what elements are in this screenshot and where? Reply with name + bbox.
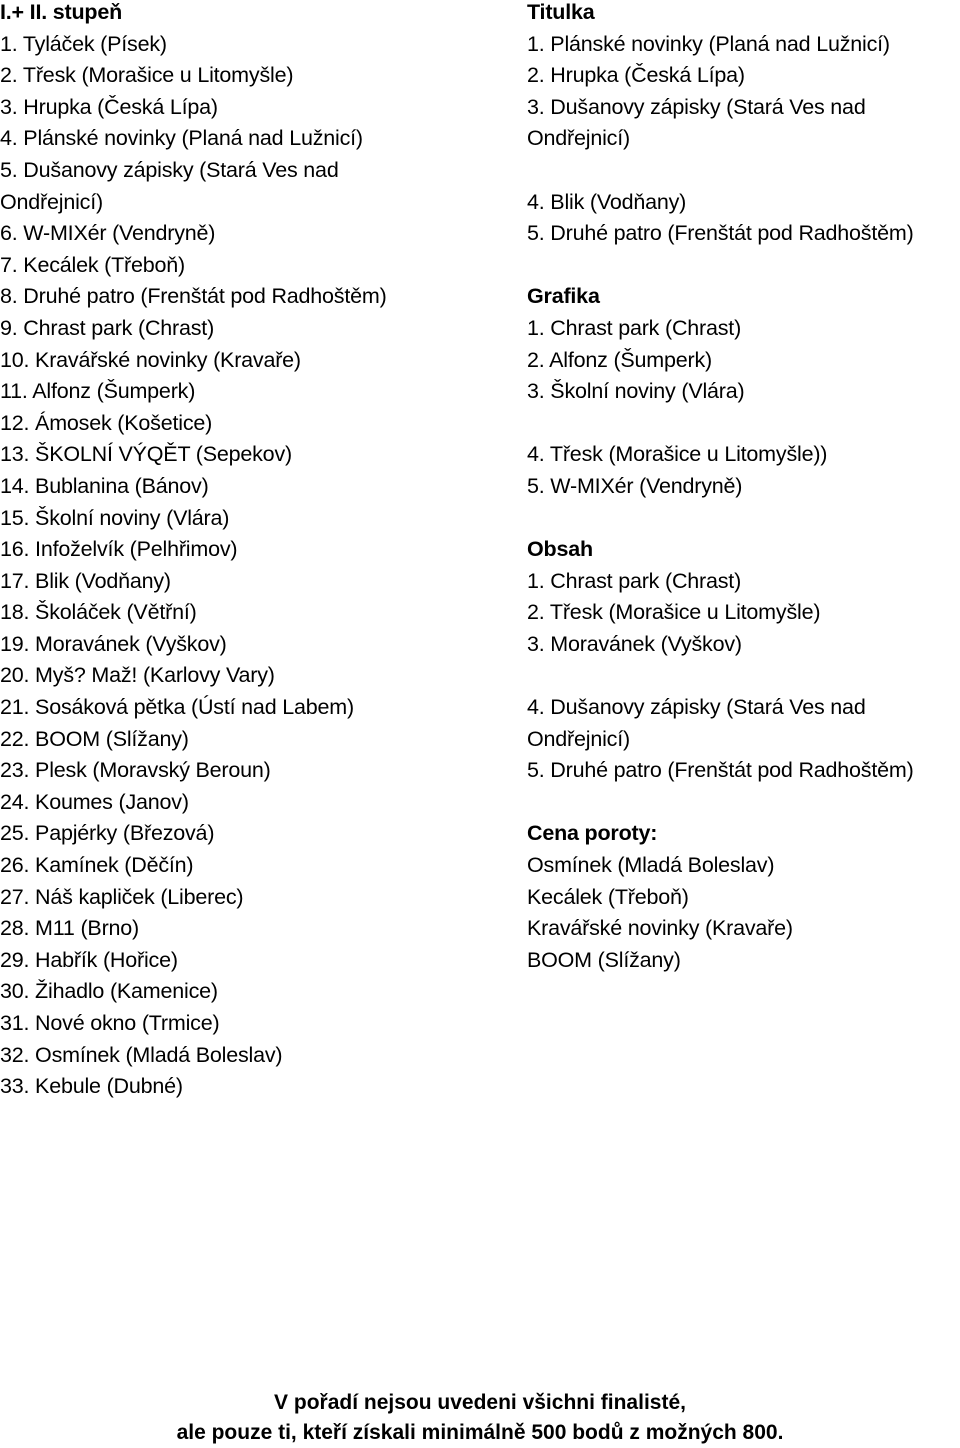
list-item: 24. Koumes (Janov) bbox=[0, 789, 189, 814]
list-item: 2. Třesk (Morašice u Litomyšle) bbox=[0, 63, 294, 88]
list-item: Ondřejnicí) bbox=[527, 726, 630, 751]
list-item: Kecálek (Třeboň) bbox=[527, 884, 689, 909]
list-item: 11. Alfonz (Šumperk) bbox=[0, 379, 196, 404]
spacer bbox=[527, 411, 960, 443]
list-item: 18. Školáček (Větřní) bbox=[0, 600, 197, 625]
spacer bbox=[527, 253, 960, 285]
list-item: 17. Blik (Vodňany) bbox=[0, 568, 171, 593]
list-item: 21. Sosáková pětka (Ústí nad Labem) bbox=[0, 695, 354, 720]
list-item: 7. Kecálek (Třeboň) bbox=[0, 252, 186, 277]
list-item: 30. Žihadlo (Kamenice) bbox=[0, 979, 218, 1004]
list-item: 5. Dušanovy zápisky (Stará Ves nad bbox=[0, 157, 339, 182]
list-item: 4. Třesk (Morašice u Litomyšle)) bbox=[527, 442, 828, 467]
list-item: 25. Papjérky (Březová) bbox=[0, 821, 215, 846]
list-item: 4. Plánské novinky (Planá nad Lužnicí) bbox=[0, 126, 363, 151]
list-item: 1. Chrast park (Chrast) bbox=[527, 315, 742, 340]
grafika-heading: Grafika bbox=[527, 284, 600, 309]
spacer bbox=[527, 158, 960, 190]
list-item: 9. Chrast park (Chrast) bbox=[0, 315, 215, 340]
list-item: 1. Plánské novinky (Planá nad Lužnicí) bbox=[527, 31, 890, 56]
list-item: 23. Plesk (Moravský Beroun) bbox=[0, 758, 271, 783]
list-item: 29. Habřík (Hořice) bbox=[0, 947, 178, 972]
list-item: 2. Hrupka (Česká Lípa) bbox=[527, 63, 745, 88]
left-column bbox=[0, 0, 500, 1106]
obsah-heading: Obsah bbox=[527, 537, 593, 562]
list-item: 5. Druhé patro (Frenštát pod Radhoštěm) bbox=[527, 221, 914, 246]
list-item: 3. Dušanovy zápisky (Stará Ves nad bbox=[527, 94, 866, 119]
list-item: 20. Myš? Maž! (Karlovy Vary) bbox=[0, 663, 275, 688]
list-item: BOOM (Slížany) bbox=[527, 947, 681, 972]
list-item: 33. Kebule (Dubné) bbox=[0, 1074, 183, 1099]
list-item: Ondřejnicí) bbox=[527, 126, 630, 151]
list-item: 4. Dušanovy zápisky (Stará Ves nad bbox=[527, 695, 866, 720]
list-item: 3. Hrupka (Česká Lípa) bbox=[0, 94, 218, 119]
list-item: 3. Školní noviny (Vlára) bbox=[527, 379, 745, 404]
list-item: 12. Ámosek (Košetice) bbox=[0, 410, 213, 435]
list-item: 6. W-MIXér (Vendryně) bbox=[0, 221, 216, 246]
list-item: 1. Chrast park (Chrast) bbox=[527, 568, 742, 593]
list-item: 28. M11 (Brno) bbox=[0, 916, 139, 941]
list-item: Kravářské novinky (Kravaře) bbox=[527, 916, 793, 941]
list-item: 1. Tyláček (Písek) bbox=[0, 31, 167, 56]
spacer bbox=[527, 506, 960, 538]
right-column bbox=[527, 0, 960, 979]
footer-line-1: V pořadí nejsou uvedeni všichni finalisté, bbox=[274, 1391, 686, 1414]
list-item: 2. Třesk (Morašice u Litomyšle) bbox=[527, 600, 821, 625]
list-item: 27. Náš kapliček (Liberec) bbox=[0, 884, 244, 909]
list-item: Osmínek (Mladá Boleslav) bbox=[527, 853, 775, 878]
footer-line-2: ale pouze ti, kteří získali minimálně 500 bodů z možných 800. bbox=[176, 1421, 784, 1444]
titulka-heading: Titulka bbox=[527, 0, 595, 24]
list-item: 15. Školní noviny (Vlára) bbox=[0, 505, 230, 530]
list-item: 32. Osmínek (Mladá Boleslav) bbox=[0, 1042, 283, 1067]
left-heading: I.+ II. stupeň bbox=[0, 0, 123, 24]
list-item: 5. W-MIXér (Vendryně) bbox=[527, 473, 743, 498]
list-item: 5. Druhé patro (Frenštát pod Radhoštěm) bbox=[527, 758, 914, 783]
list-item: 26. Kamínek (Děčín) bbox=[0, 853, 194, 878]
footer-note bbox=[0, 1388, 960, 1448]
list-item: 14. Bublanina (Bánov) bbox=[0, 473, 209, 498]
list-item: 8. Druhé patro (Frenštát pod Radhoštěm) bbox=[0, 284, 387, 309]
list-item: 22. BOOM (Slížany) bbox=[0, 726, 189, 751]
cena-heading: Cena poroty: bbox=[527, 821, 658, 846]
list-item: 16. Infoželvík (Pelhřimov) bbox=[0, 537, 238, 562]
list-item: 31. Nové okno (Trmice) bbox=[0, 1011, 220, 1035]
list-item: Ondřejnicí) bbox=[0, 189, 103, 214]
spacer bbox=[527, 790, 960, 822]
list-item: 4. Blik (Vodňany) bbox=[527, 189, 687, 214]
list-item: 2. Alfonz (Šumperk) bbox=[527, 347, 712, 372]
spacer bbox=[527, 663, 960, 695]
list-item: 10. Kravářské novinky (Kravaře) bbox=[0, 347, 301, 372]
list-item: 3. Moravánek (Vyškov) bbox=[527, 631, 742, 656]
list-item: 13. ŠKOLNÍ VÝQĚT (Sepekov) bbox=[0, 442, 292, 467]
list-item: 19. Moravánek (Vyškov) bbox=[0, 631, 227, 656]
